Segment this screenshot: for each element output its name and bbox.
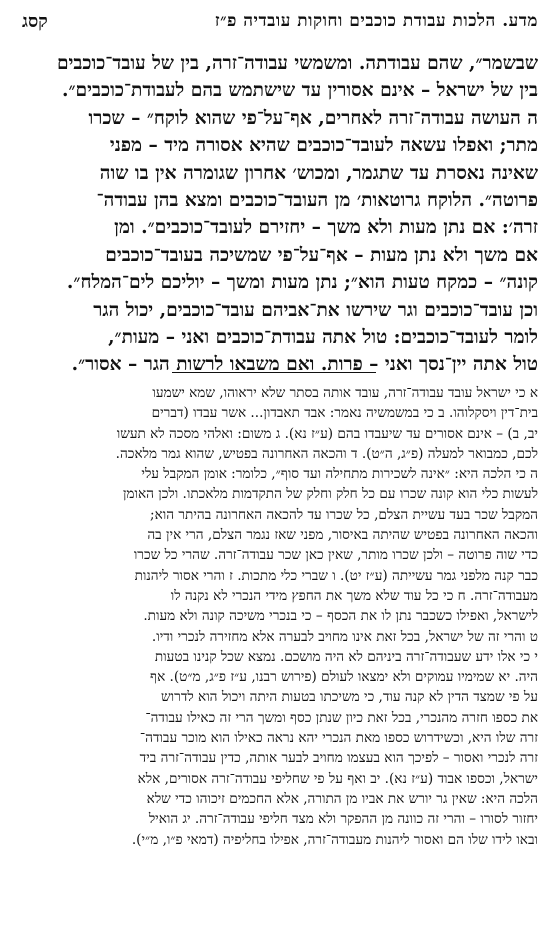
footnote-line: יב, ב) – אינם אסורים עד שיעבדו בהם (ע״ז נא). ג משום: ואלהי מסכה לא תעשו <box>116 425 538 442</box>
main-line: לומר לעובד־כוכבים: טול אתה עבודת־כוכבים ואני – מעות״, <box>108 327 538 349</box>
main-line: טול אתה יין־נסך ואני – פרות. ואם משבאו לרשות הגר – אסור״. <box>71 354 538 376</box>
footnote-line: והכאה האחרונה בפטיש שהיתה באיסור, מפני שאז נגמר הצלם, הרי אין בה <box>147 527 538 544</box>
footnote-line: לעשות כלי הוא קונה שכרו עם כל חלק וחלק של התקדמות מלאכתו. ולכן האומן <box>122 486 538 503</box>
footnote-line: על פי שמצד הדין לא קנה עוד, כי משיכתו בטעות היתה ויכול הוא לדרוש <box>161 689 538 706</box>
main-line: אם משך ולא נתן מעות – אף־על־פי שמשיכה בעובד־כוכבים <box>105 244 538 266</box>
footnote-divider <box>172 372 376 373</box>
main-line: שבשמר״, שהם עבודתה. ומשמשי עבודה־זרה, בין של עובד־כוכבים <box>56 53 538 74</box>
footnote-line: כדי שוה פרוטה – ולכן שכרו מותר, שאין כאן שכר עבודה־זרה. שהרי כל שכרו <box>133 547 538 564</box>
page-number: קסג <box>22 10 48 32</box>
footnote-line: זרה לנכרי ואסור – לפיכך הוא בעצמו מחויב לבער אותה, כדין עבודה־זרה ביד <box>139 750 538 767</box>
footnotes <box>18 383 538 850</box>
main-line: זרה׳: אם נתן מעות ולא משך – יחזירם לעובד־כוכבים״. ומן <box>114 217 538 239</box>
main-line: קונה״ – כמקח טעות הוא״; נתן מעות ומשך – יוליכם לים־המלח״. <box>66 272 538 294</box>
footnote-line: א כי ישראל עובד עבודה־זרה, עובד אותה בסתר שלא יראוהו, שמא ישמעו <box>152 385 538 401</box>
footnote-line: יחזור לסורו – והרי זה כוונה מן ההפקר ולא מצד חליפי עבודה־זרה. יג הואיל <box>148 811 538 828</box>
footnote-line: ט והרי זה של ישראל, בכל זאת אינו מחויב לבערה אלא מחזירה לנכרי ודיו. <box>151 628 538 645</box>
footnote-line: לכם, כמבואר למעלה (פ״ג, ה״ט). ד והכאה האחרונה בפטיש, שהוא גמר מלאכה. <box>115 445 538 462</box>
main-line: פרוטה״. הלוקח גרוטאות׳ מן העובד־כוכבים ומצא בהן עבודה־ <box>96 190 538 212</box>
footnote-line: י כי אלו ידע שעבודה־זרה ביניהם לא היה מושכם. נמצא שכל קנינו בטעות <box>154 648 538 665</box>
main-line: מתר; ואפלו עשאה לעובד־כוכבים שהיא אסורה מיד – מפני <box>109 135 538 157</box>
footnote-line: בית־דין ויסקלוהו. ב כי במשמשיה נאמר: אבד תאבדון... אשר עבדו (דברים <box>151 405 538 422</box>
footnote-line: זרה שלו היא, וכשידרוש כספו מאת הנכרי יהא נראה כאילו הוא מוכר עבודה־ <box>139 730 538 747</box>
footnote-line: המקבל שכר בעד עשיית הצלם, כל שכרו עד להכאה האחרונה בהיתר הוא; <box>150 506 538 523</box>
footnote-line: ה כי הלכה היא: ״אינה לשכירות מתחילה ועד סוף״, כלומר: אומן המקבל עלי <box>141 466 538 483</box>
page-header <box>22 8 538 34</box>
footnote-line: מעבודה־זרה. ח כי כל עוד שלא משך את החפץ מידי הנכרי לא נקנה לו <box>170 587 538 604</box>
footnote-line: ישראל, וכספו אבוד (ע״ז נא). יב ואף על פי שחליפי עבודה־זרה אסורים, אלא <box>137 770 538 787</box>
footnote-line: ובאו לידו שלו הם ואסור ליהנות מעבודה־זרה, אפילו בחליפיה (דמאי פ״ו, מ״י). <box>131 831 538 848</box>
main-line: וכן עובד־כוכבים וגר שירשו את־אביהם עובד־כוכבים, יכול הגר <box>93 299 538 321</box>
footnote-line: כבר קנה מלפני גמר עשייתה (ע״ז יט). ו שברי כלי מתכות. ז והרי אסור ליהנות <box>134 567 538 584</box>
footnote-line: את כספו חזרה מהנכרי, בכל זאת כיון שנתן כסף ומשך הרי זה כאילו עבודה־ <box>145 709 538 726</box>
main-line: שאינה נאסרת עד שתגמר, ומכוש׳ אחרון שגומרה אין בו שוה <box>99 162 538 184</box>
footnote-line: הלכה היא: שאין גר יורש את אביו מן התורה, אלא החכמים זיכוהו כדי שלא <box>146 790 538 807</box>
footnote-line: היה. יא שמימיו עמוקים ולא ימצאו לעולם (פירוש רבנו, ע״ז פ״ג, מ״ט). אף <box>150 669 538 686</box>
footnote-line: לישראל, ואפילו כשכבר נתן לו את הכסף – כי בנכרי משיכה קונה ולא מעות. <box>143 608 538 625</box>
main-text <box>20 50 538 379</box>
section-title: מדע. הלכות עבודת כוכבים וחוקות עובדיה פ״ז <box>214 11 538 31</box>
main-line: בין של ישראל – אינם אסורין עד שישתמש בהם לעבודת־כוכבים״. <box>62 80 538 102</box>
main-line: ה העושה עבודה־זרה לאחרים, אף־על־פי שהוא לוקח״ – שכרו <box>88 107 538 129</box>
